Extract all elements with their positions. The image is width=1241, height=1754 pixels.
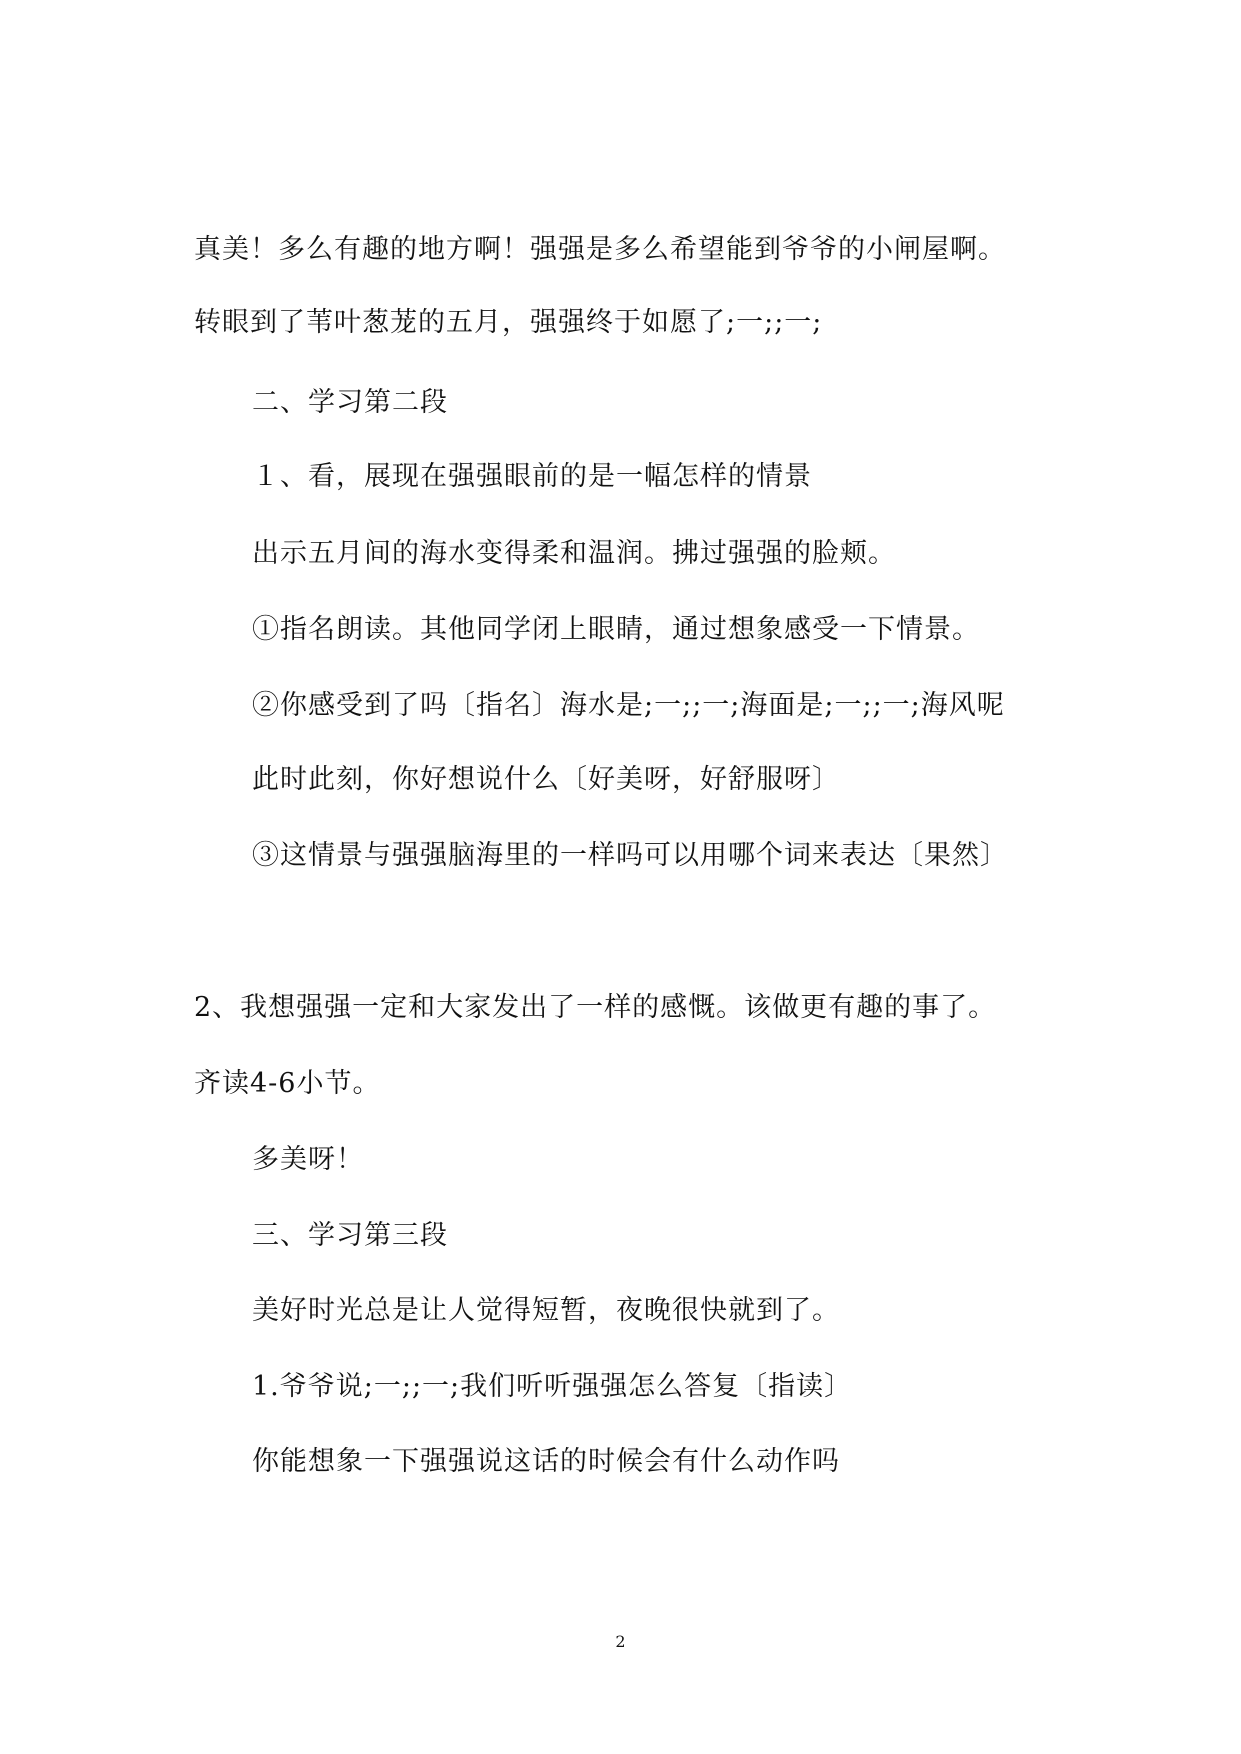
text-line: 齐读4-6小节。 xyxy=(194,1068,381,1099)
text-line: 转眼到了苇叶葱茏的五月，强强终于如愿了;一;;一; xyxy=(194,307,823,338)
text-line: 真美！多么有趣的地方啊！强强是多么希望能到爷爷的小闸屋啊。 xyxy=(194,234,1006,265)
section-heading: 二、学习第二段 xyxy=(252,387,448,418)
text-line: 2、我想强强一定和大家发出了一样的感慨。该做更有趣的事了。 xyxy=(194,992,997,1023)
page-number: 2 xyxy=(615,1632,626,1651)
text-line: ③这情景与强强脑海里的一样吗可以用哪个词来表达〔果然〕 xyxy=(252,840,1008,871)
text-line: 美好时光总是让人觉得短暂，夜晚很快就到了。 xyxy=(252,1295,840,1326)
text-line: 你能想象一下强强说这话的时候会有什么动作吗 xyxy=(252,1446,840,1477)
text-line: 此时此刻，你好想说什么〔好美呀，好舒服呀〕 xyxy=(252,764,840,795)
text-line: ②你感受到了吗〔指名〕海水是;一;;一;海面是;一;;一;海风呢 xyxy=(252,690,1005,721)
text-line: 1.爷爷说;一;;一;我们听听强强怎么答复〔指读〕 xyxy=(252,1371,853,1402)
text-line: 出示五月间的海水变得柔和温润。拂过强强的脸颊。 xyxy=(252,538,896,569)
section-heading: 三、学习第三段 xyxy=(252,1220,448,1251)
text-line: １、看，展现在强强眼前的是一幅怎样的情景 xyxy=(252,461,812,492)
text-line: 多美呀！ xyxy=(252,1144,364,1175)
text-line: ①指名朗读。其他同学闭上眼睛，通过想象感受一下情景。 xyxy=(252,614,980,645)
